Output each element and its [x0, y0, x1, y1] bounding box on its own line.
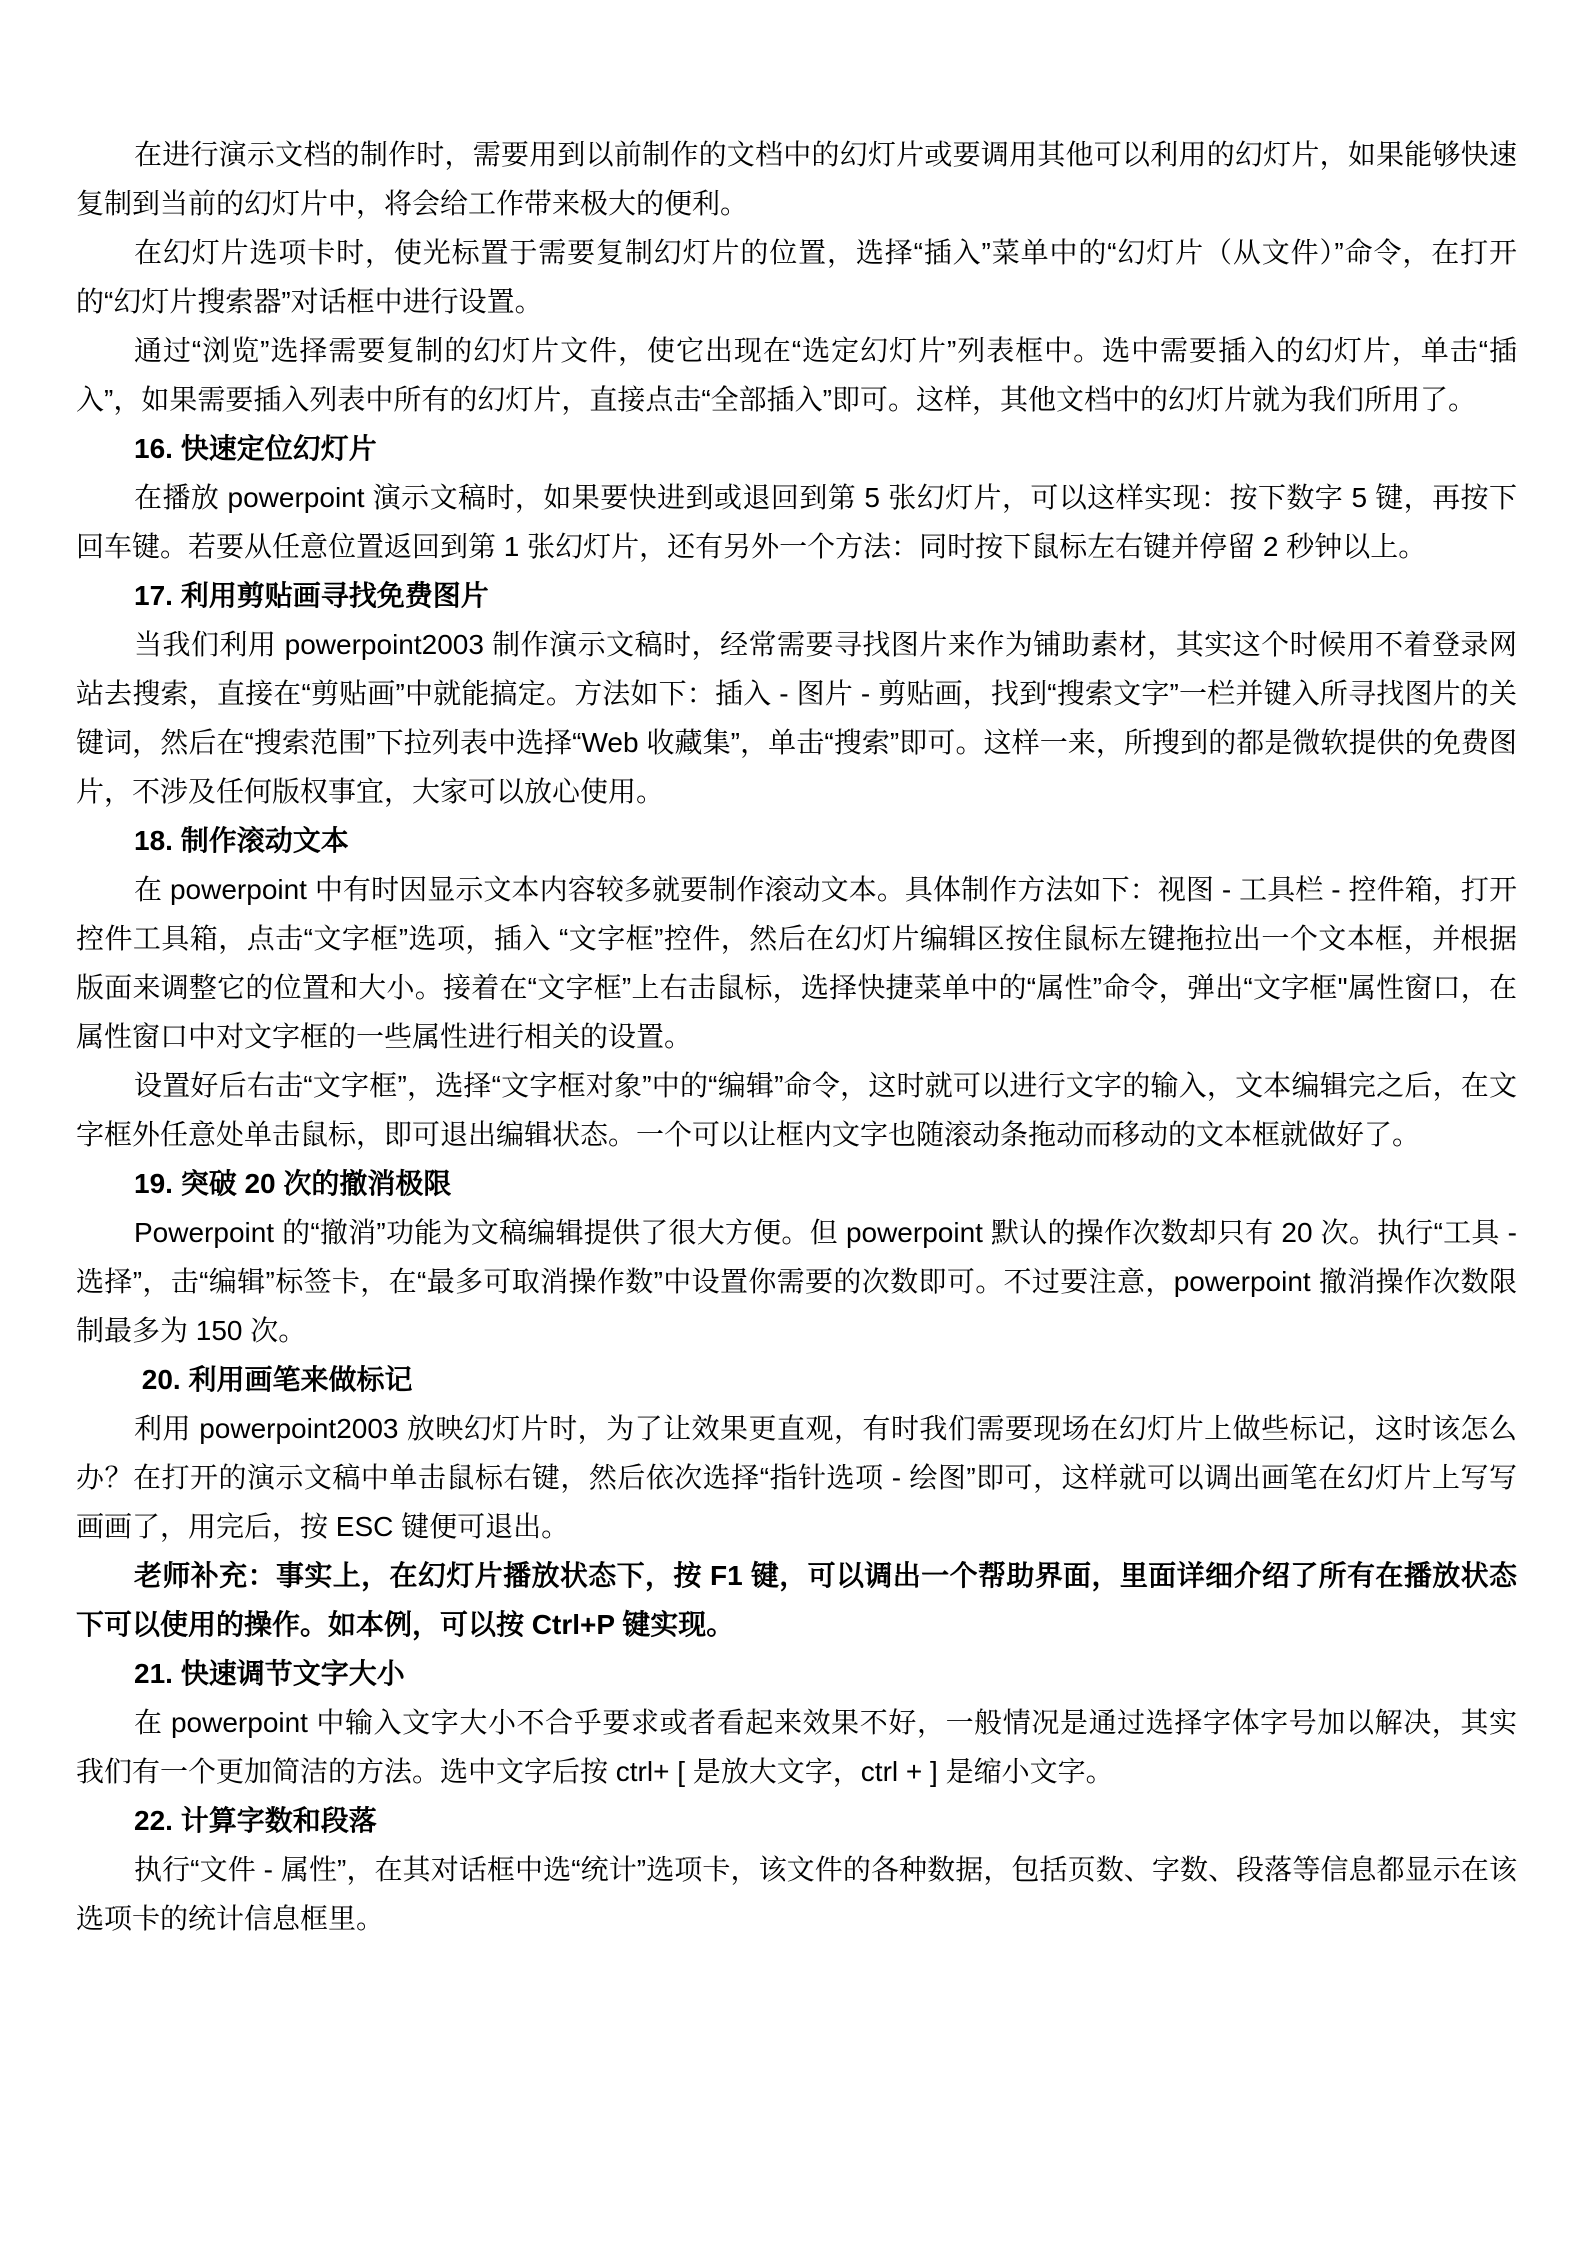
section-heading: 20. 利用画笔来做标记: [134, 1364, 413, 1395]
paragraph: 在播放 powerpoint 演示文稿时，如果要快进到或退回到第 5 张幻灯片，可以这样实现：按下数字 5 键，再按下回车键。若要从任意位置返回到第 1 张幻灯片，还有另外一个方法：同时按下鼠标左右键并停留 2 秒钟以上。: [76, 482, 1517, 562]
paragraph: 在幻灯片选项卡时，使光标置于需要复制幻灯片的位置，选择“插入”菜单中的“幻灯片（从文件）”命令，在打开的“幻灯片搜索器”对话框中进行设置。: [76, 237, 1517, 317]
section-heading: 19. 突破 20 次的撤消极限: [134, 1168, 452, 1199]
paragraph: 在进行演示文档的制作时，需要用到以前制作的文档中的幻灯片或要调用其他可以利用的幻灯片，如果能够快速复制到当前的幻灯片中，将会给工作带来极大的便利。: [76, 139, 1517, 219]
section-heading: 18. 制作滚动文本: [134, 825, 349, 856]
paragraph: 通过“浏览”选择需要复制的幻灯片文件，使它出现在“选定幻灯片”列表框中。选中需要插入的幻灯片，单击“插入”，如果需要插入列表中所有的幻灯片，直接点击“全部插入”即可。这样，其他文档中的幻灯片就为我们所用了。: [76, 335, 1517, 415]
section-heading: 21. 快速调节文字大小: [134, 1658, 405, 1689]
paragraph: Powerpoint 的“撤消”功能为文稿编辑提供了很大方便。但 powerpoint 默认的操作次数却只有 20 次。执行“工具 - 选择”，击“编辑”标签卡，在“最多可取消操作数”中设置你需要的次数即可。不过要注意，powerpoint 撤消操作次数限制最多为 150 次。: [76, 1217, 1525, 1346]
section-heading: 16. 快速定位幻灯片: [134, 433, 377, 464]
document-body: [76, 130, 1525, 1943]
paragraph: 在 powerpoint 中有时因显示文本内容较多就要制作滚动文本。具体制作方法如下：视图 - 工具栏 - 控件箱，打开控件工具箱，点击“文字框”选项，插入 “文字框”控件，然后在幻灯片编辑区按住鼠标左键拖拉出一个文本框，并根据版面来调整它的位置和大小。接着在“文字框”上右击鼠标，选择快捷菜单中的“属性”命令，弹出“文字框"属性窗口，在属性窗口中对文字框的一些属性进行相关的设置。: [76, 874, 1517, 1052]
paragraph: 老师补充：事实上，在幻灯片播放状态下，按 F1 键，可以调出一个帮助界面，里面详细介绍了所有在播放状态下可以使用的操作。如本例，可以按 Ctrl+P 键实现。: [76, 1560, 1517, 1640]
paragraph: 在 powerpoint 中输入文字大小不合乎要求或者看起来效果不好，一般情况是通过选择字体字号加以解决，其实我们有一个更加简洁的方法。选中文字后按 ctrl+ [ 是放大文字，ctrl + ] 是缩小文字。: [76, 1707, 1517, 1787]
paragraph: 执行“文件 - 属性”，在其对话框中选“统计”选项卡，该文件的各种数据，包括页数、字数、段落等信息都显示在该选项卡的统计信息框里。: [76, 1854, 1517, 1934]
paragraph: 设置好后右击“文字框”，选择“文字框对象”中的“编辑”命令，这时就可以进行文字的输入，文本编辑完之后，在文字框外任意处单击鼠标，即可退出编辑状态。一个可以让框内文字也随滚动条拖动而移动的文本框就做好了。: [76, 1070, 1517, 1150]
paragraph: 当我们利用 powerpoint2003 制作演示文稿时，经常需要寻找图片来作为铺助素材，其实这个时候用不着登录网站去搜索，直接在“剪贴画”中就能搞定。方法如下：插入 - 图片 - 剪贴画，找到“搜索文字”一栏并键入所寻找图片的关键词，然后在“搜索范围”下拉列表中选择“Web 收藏集”，单击“搜索”即可。这样一来，所搜到的都是微软提供的免费图片，不涉及任何版权事宜，大家可以放心使用。: [76, 629, 1517, 807]
paragraph: 利用 powerpoint2003 放映幻灯片时，为了让效果更直观，有时我们需要现场在幻灯片上做些标记，这时该怎么办？在打开的演示文稿中单击鼠标右键，然后依次选择“指针选项 - 绘图”即可，这样就可以调出画笔在幻灯片上写写画画了，用完后，按 ESC 键便可退出。: [76, 1413, 1517, 1542]
section-heading: 17. 利用剪贴画寻找免费图片: [134, 580, 489, 611]
section-heading: 22. 计算字数和段落: [134, 1805, 377, 1836]
